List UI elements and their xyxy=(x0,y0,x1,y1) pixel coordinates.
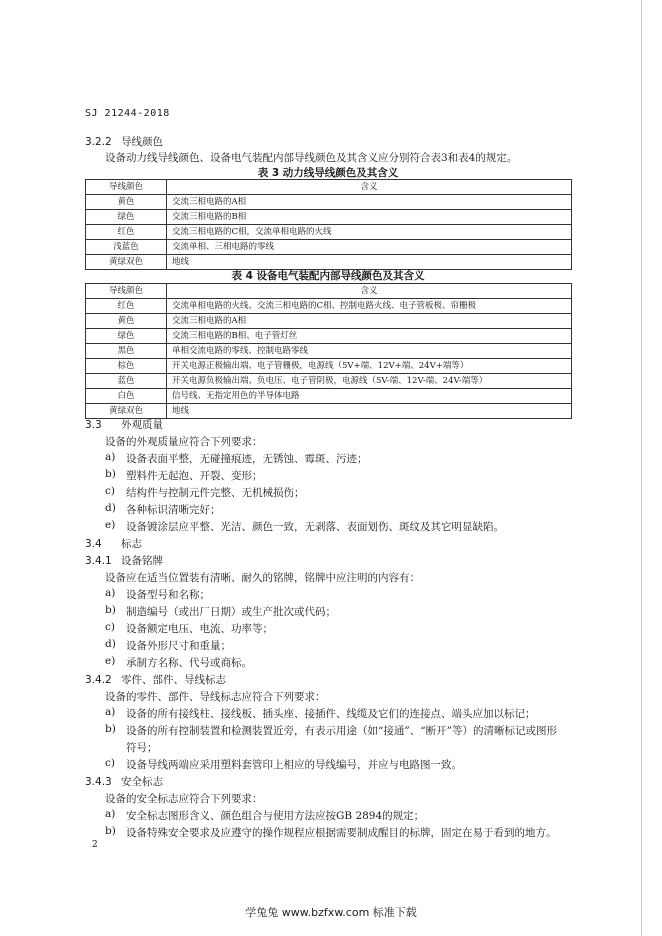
header-cell: 导线颜色 xyxy=(86,180,167,195)
section-3-4-heading xyxy=(85,536,142,551)
item-text: 安全标志图形含义、颜色组合与使用方法应按GB 2894的规定； xyxy=(126,810,425,822)
meaning-cell: 地线 xyxy=(167,404,572,419)
item-text: 设备特殊安全要求及应遵守的操作规程应根据需要制成醒目的标牌，固定在易于看到的地方。 xyxy=(126,827,557,839)
section-title: 零件、部件、导线标志 xyxy=(121,674,226,686)
section-3-4-1-heading xyxy=(85,553,163,568)
color-cell: 绿色 xyxy=(86,210,167,225)
section-number: 3.3 xyxy=(85,419,102,431)
color-cell: 棕色 xyxy=(86,359,167,374)
meaning-cell: 交流三相电路的C相，交流单相电路的火线 xyxy=(167,225,572,240)
section-title: 标志 xyxy=(121,538,142,550)
section-3-4-1-intro: 设备应在适当位置装有清晰、耐久的铭牌，铭牌中应注明的内容有： xyxy=(105,572,420,584)
meaning-cell: 交流三相电路的A相 xyxy=(167,314,572,329)
section-3-4-2-intro: 设备的零件、部件、导线标志应符合下列要求： xyxy=(105,691,326,703)
meaning-cell: 开关电源负极输出端、负电压、电子管阴极，电源线（5V-端、12V-端、24V-端等） xyxy=(167,374,572,389)
item-text: 设备表面平整，无碰撞痕迹，无锈蚀、霉斑、污迹； xyxy=(126,453,368,465)
list-item xyxy=(105,587,210,601)
item-text: 设备额定电压、电流、功率等； xyxy=(126,623,273,635)
meaning-cell: 交流单相、三相电路的零线 xyxy=(167,240,572,255)
table-header-row xyxy=(86,284,572,299)
table-header-row xyxy=(86,180,572,195)
page-edge-line xyxy=(641,0,642,936)
item-label: c) xyxy=(105,621,115,633)
table-row xyxy=(86,374,572,389)
meaning-cell: 地线 xyxy=(167,255,572,270)
header-cell: 含义 xyxy=(167,284,572,299)
item-label: a) xyxy=(105,587,116,599)
item-text: 设备型号和名称； xyxy=(126,589,210,601)
list-item xyxy=(105,485,305,499)
section-title: 安全标志 xyxy=(121,776,163,788)
color-cell: 黄色 xyxy=(86,195,167,210)
item-label: b) xyxy=(105,723,116,735)
item-label: a) xyxy=(105,706,116,718)
color-cell: 白色 xyxy=(86,389,167,404)
table-row xyxy=(86,344,572,359)
section-title: 外观质量 xyxy=(121,419,163,431)
color-cell: 红色 xyxy=(86,225,167,240)
section-3-3-intro: 设备的外观质量应符合下列要求： xyxy=(105,436,263,448)
table-row xyxy=(86,299,572,314)
list-item xyxy=(105,451,368,465)
table-row xyxy=(86,389,572,404)
item-text: 设备镀涂层应平整、光洁、颜色一致，无剥落、表面划伤、斑纹及其它明显缺陷。 xyxy=(126,521,504,533)
item-text: 承制方名称、代号或商标。 xyxy=(126,657,252,669)
meaning-cell: 交流单相电路的火线、交流三相电路的C相、控制电路火线、电子管板极、帘栅极 xyxy=(167,299,572,314)
table-row xyxy=(86,225,572,240)
color-cell: 蓝色 xyxy=(86,374,167,389)
table-row xyxy=(86,359,572,374)
list-item xyxy=(105,757,462,771)
item-label: a) xyxy=(105,451,116,463)
section-number: 3.2.2 xyxy=(85,136,112,148)
item-label: b) xyxy=(105,825,116,837)
item-text: 设备的所有接线柱、接线板、插头座、接插件、线缆及它们的连接点、端头应加以标记； xyxy=(126,708,536,720)
section-3-4-3-intro: 设备的安全标志应符合下列要求： xyxy=(105,793,263,805)
table-row xyxy=(86,210,572,225)
table-row xyxy=(86,314,572,329)
meaning-cell: 交流三相电路的B相 xyxy=(167,210,572,225)
item-text: 结构件与控制元件完整、无机械损伤； xyxy=(126,487,305,499)
table-row xyxy=(86,195,572,210)
list-item xyxy=(105,723,557,737)
list-item xyxy=(105,604,336,618)
item-text: 设备外形尺寸和重量； xyxy=(126,640,231,652)
color-cell: 浅蓝色 xyxy=(86,240,167,255)
color-cell: 黄绿双色 xyxy=(86,255,167,270)
document-code: SJ 21244-2018 xyxy=(85,108,170,119)
header-cell: 导线颜色 xyxy=(86,284,167,299)
item-text: 符号； xyxy=(126,742,158,754)
list-item xyxy=(105,621,273,635)
section-number: 3.4.1 xyxy=(85,555,112,567)
table-row xyxy=(86,240,572,255)
item-label: d) xyxy=(105,502,116,514)
section-3-2-2-intro: 设备动力线导线颜色、设备电气装配内部导线颜色及其含义应分别符合表3和表4的规定。 xyxy=(105,152,518,164)
table4-caption: 表 4 设备电气装配内部导线颜色及其含义 xyxy=(231,270,425,282)
list-item xyxy=(105,502,221,516)
list-item xyxy=(105,825,557,839)
item-text: 制造编号（或出厂日期）或生产批次或代码； xyxy=(126,606,336,618)
table3-caption: 表 3 动力线导线颜色及其含义 xyxy=(257,167,399,179)
section-3-4-3-heading xyxy=(85,774,163,789)
item-label: d) xyxy=(105,638,116,650)
section-title: 导线颜色 xyxy=(121,136,163,148)
section-number: 3.4.3 xyxy=(85,776,112,788)
section-number: 3.4.2 xyxy=(85,674,112,686)
color-cell: 黄色 xyxy=(86,314,167,329)
list-item xyxy=(105,519,504,533)
meaning-cell: 单相交流电路的零线、控制电路零线 xyxy=(167,344,572,359)
list-item xyxy=(105,706,536,720)
item-text: 设备的所有控制装置和检测装置近旁，有表示用途（如“接通”、“断开”等）的清晰标记或图形 xyxy=(126,725,557,737)
item-text: 各种标识清晰完好； xyxy=(126,504,221,516)
meaning-cell: 交流三相电路的A相 xyxy=(167,195,572,210)
section-number: 3.4 xyxy=(85,538,102,550)
table-row xyxy=(86,329,572,344)
list-item xyxy=(105,638,231,652)
item-label: e) xyxy=(105,519,116,531)
item-label: c) xyxy=(105,757,115,769)
item-label: b) xyxy=(105,604,116,616)
color-cell: 红色 xyxy=(86,299,167,314)
item-text: 塑料件无起泡、开裂、变形； xyxy=(126,470,263,482)
meaning-cell: 开关电源正极输出端、电子管栅极，电源线（5V+端、12V+端、24V+端等） xyxy=(167,359,572,374)
color-cell: 绿色 xyxy=(86,329,167,344)
list-item xyxy=(105,808,425,822)
item-label: c) xyxy=(105,485,115,497)
section-3-4-2-heading xyxy=(85,672,226,687)
watermark-footer: 学兔兔 www.bzfxw.com 标准下载 xyxy=(245,906,417,919)
item-label: e) xyxy=(105,655,116,667)
section-3-2-2-heading xyxy=(85,134,163,149)
item-label: a) xyxy=(105,808,116,820)
section-title: 设备铭牌 xyxy=(121,555,163,567)
list-item xyxy=(105,468,263,482)
color-cell: 黑色 xyxy=(86,344,167,359)
item-label: b) xyxy=(105,468,116,480)
item-text: 设备导线两端应采用塑料套管印上相应的导线编号，并应与电路图一致。 xyxy=(126,759,462,771)
table4 xyxy=(85,283,572,419)
color-cell: 黄绿双色 xyxy=(86,404,167,419)
table3 xyxy=(85,179,572,270)
list-item xyxy=(105,655,252,669)
header-cell: 含义 xyxy=(167,180,572,195)
meaning-cell: 信号线、无指定用色的半导体电路 xyxy=(167,389,572,404)
meaning-cell: 交流三相电路的B相、电子管灯丝 xyxy=(167,329,572,344)
section-3-3-heading xyxy=(85,417,163,432)
page-number: 2 xyxy=(92,840,98,850)
